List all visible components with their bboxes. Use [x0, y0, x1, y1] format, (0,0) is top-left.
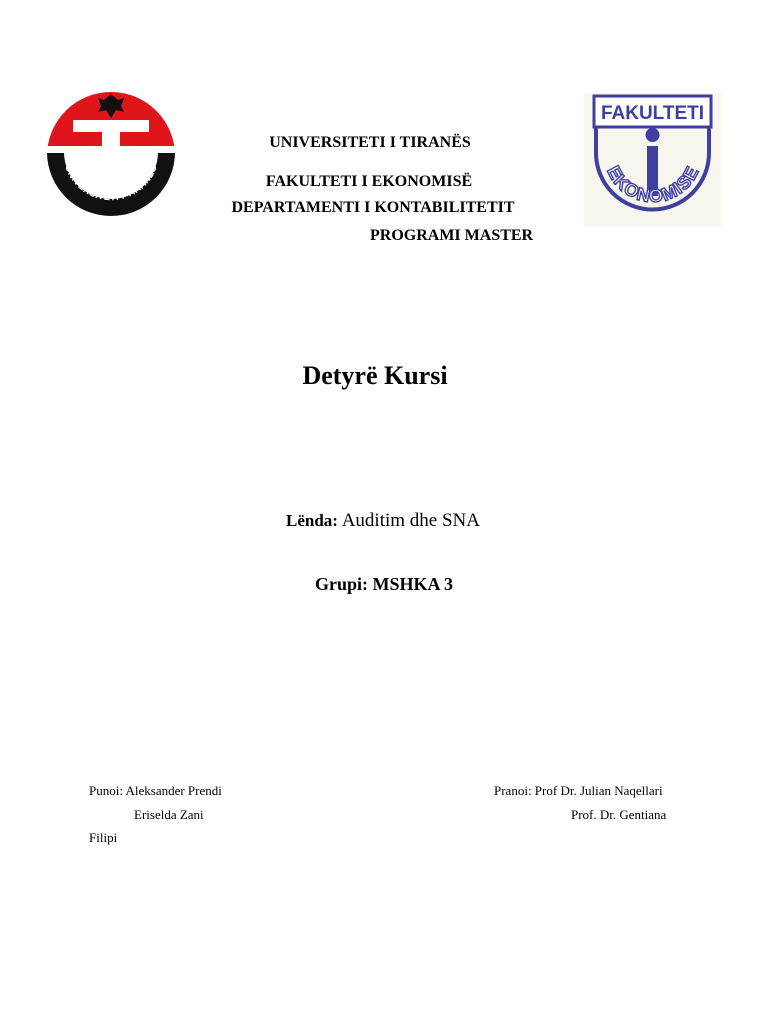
subject-value: Auditim dhe SNA	[341, 510, 480, 531]
department-name: DEPARTAMENTI I KONTABILITETIT	[231, 199, 515, 216]
author-line-3: Filipi	[89, 830, 118, 845]
document-title: Detyrë Kursi	[302, 361, 448, 390]
author-line-1: Punoi: Aleksander Prendi	[89, 783, 222, 798]
faculty-name: FAKULTETI I EKONOMISË	[265, 173, 473, 190]
subject-label: Lënda:	[286, 511, 338, 530]
reviewer-line-2: Prof. Dr. Gentiana	[571, 807, 667, 822]
university-name: UNIVERSITETI I TIRANËS	[269, 134, 471, 151]
program-name: PROGRAMI MASTER	[370, 227, 534, 244]
ekonomise-text: EKONOMISE	[603, 162, 703, 207]
fakulteti-text: FAKULTETI	[600, 103, 705, 124]
reviewer-line-1: Pranoi: Prof Dr. Julian Naqellari	[494, 783, 663, 798]
author-line-2: Eriselda Zani	[134, 807, 204, 822]
ring-text: UNIVERSITETI I TIRANËS	[62, 163, 160, 204]
subject-line	[0, 510, 766, 532]
group-line: Grupi: MSHKA 3	[314, 574, 453, 594]
